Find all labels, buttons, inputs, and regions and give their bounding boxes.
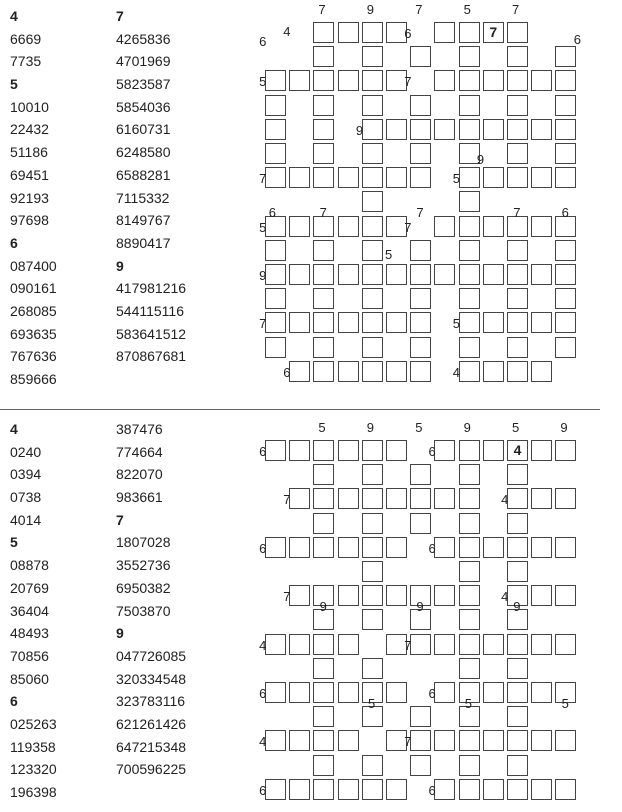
grid-cell[interactable] [410, 488, 431, 509]
grid-cell[interactable] [459, 585, 480, 606]
grid-cell[interactable] [434, 537, 455, 558]
number-entry: 4014 [10, 511, 42, 528]
number-entry: 0394 [10, 466, 42, 483]
grid-cell[interactable] [289, 779, 310, 800]
grid-cell[interactable] [386, 779, 407, 800]
number-entry: 693635 [10, 325, 57, 342]
length-clue: 7 [513, 205, 521, 221]
grid-cell[interactable] [265, 537, 286, 558]
grid-cell[interactable] [362, 464, 383, 485]
grid-cell[interactable] [459, 537, 480, 558]
number-entry: 70856 [10, 647, 49, 664]
length-clue: 7 [318, 1, 326, 17]
length-clue: 9 [463, 419, 471, 435]
number-entry: 387476 [116, 421, 163, 437]
length-clue: 6 [428, 444, 436, 459]
length-clue: 5 [452, 171, 460, 187]
number-entry: 647215348 [116, 738, 187, 755]
length-clue: 4 [452, 364, 460, 380]
length-header: 6 [10, 693, 18, 710]
number-entry: 69451 [10, 166, 49, 183]
grid-cell[interactable] [555, 779, 576, 800]
grid-cell[interactable] [531, 634, 552, 655]
length-clue: 5 [512, 419, 520, 435]
grid-cell[interactable] [434, 682, 455, 703]
length-header: 6 [10, 234, 18, 251]
grid-cell[interactable] [386, 440, 407, 461]
number-entry: 621261426 [116, 715, 187, 732]
length-clue: 6 [428, 686, 436, 701]
grid-cell[interactable] [483, 682, 504, 703]
grid-cell[interactable] [265, 440, 286, 461]
grid-cell[interactable] [459, 634, 480, 655]
grid-cell[interactable] [507, 730, 528, 751]
grid-cell[interactable] [459, 561, 480, 582]
length-clue: 6 [428, 540, 436, 556]
grid-cell[interactable] [362, 755, 383, 776]
length-clue: 5 [415, 419, 423, 435]
length-clue: 5 [384, 246, 393, 262]
grid-cell[interactable] [483, 730, 504, 751]
grid-cell[interactable] [289, 537, 310, 558]
number-entry: 417981216 [116, 280, 187, 297]
grid-cell[interactable] [434, 488, 455, 509]
grid-cell[interactable] [386, 585, 407, 606]
number-entry: 859666 [10, 371, 57, 387]
number-entry: 119358 [10, 738, 56, 755]
number-entry: 087400 [10, 257, 57, 274]
length-clue: 6 [259, 34, 267, 49]
prefilled-digit: 4 [513, 442, 522, 458]
number-entry: 0240 [10, 443, 42, 460]
number-entry: 6588281 [116, 166, 171, 183]
grid-cell[interactable] [531, 537, 552, 558]
number-entry: 4701969 [116, 53, 171, 70]
grid-cell[interactable] [459, 730, 480, 751]
length-clue: 5 [452, 316, 460, 332]
length-clue: 9 [366, 1, 375, 17]
grid-cell[interactable] [362, 488, 383, 509]
grid-cell[interactable] [313, 513, 334, 534]
number-entry: 1807028 [116, 534, 171, 551]
length-clue: 6 [259, 444, 267, 459]
grid-cell[interactable] [338, 440, 359, 461]
length-header: 9 [116, 257, 124, 274]
grid-cell[interactable] [555, 634, 576, 655]
length-header: 9 [116, 625, 124, 642]
length-clue: 4 [501, 589, 509, 605]
number-entry: 4265836 [116, 30, 171, 47]
number-entry: 3552736 [116, 557, 171, 574]
length-header: 7 [116, 511, 124, 528]
grid-cell[interactable] [555, 488, 576, 509]
length-clue: 4 [259, 734, 267, 750]
grid-cell[interactable] [410, 755, 431, 776]
number-entry: 22432 [10, 121, 49, 138]
grid-cell[interactable] [459, 755, 480, 776]
length-clue: 4 [259, 637, 267, 653]
grid-cell[interactable] [386, 682, 407, 703]
number-entry: 7115332 [116, 189, 170, 206]
grid-cell[interactable] [362, 440, 383, 461]
length-clue: 6 [404, 26, 412, 41]
grid-cell[interactable] [338, 585, 359, 606]
grid-cell[interactable] [410, 513, 431, 534]
grid-cell[interactable] [362, 779, 383, 800]
grid-cell[interactable] [338, 682, 359, 703]
length-clue: 7 [259, 316, 267, 332]
number-entry: 323783116 [116, 693, 186, 710]
grid-cell[interactable] [362, 561, 383, 582]
grid-cell[interactable] [265, 779, 286, 800]
grid-cell[interactable] [483, 537, 504, 558]
grid-cell[interactable] [313, 755, 334, 776]
grid-cell[interactable] [531, 682, 552, 703]
length-clue: 9 [259, 268, 267, 283]
number-entry: 047726085 [116, 647, 187, 664]
number-entry: 8149767 [116, 212, 171, 229]
number-entry: 85060 [10, 670, 49, 687]
grid-cell[interactable] [434, 730, 455, 751]
grid-cell[interactable] [338, 488, 359, 509]
grid-cell[interactable] [459, 488, 480, 509]
length-clue: 5 [561, 696, 569, 711]
grid-cell[interactable] [338, 537, 359, 558]
grid-cell[interactable] [531, 488, 552, 509]
grid-cell[interactable] [289, 440, 310, 461]
number-entry: 8890417 [116, 234, 171, 251]
grid-cell[interactable] [434, 634, 455, 655]
number-entry: 320334548 [116, 670, 187, 687]
grid-cell[interactable] [459, 779, 480, 800]
grid-cell[interactable] [555, 440, 576, 461]
grid-cell[interactable] [434, 585, 455, 606]
length-clue: 7 [283, 492, 291, 508]
number-entry: 0738 [10, 489, 42, 506]
length-clue: 5 [318, 419, 326, 435]
number-entry: 5854036 [116, 98, 171, 115]
length-clue: 9 [416, 599, 424, 615]
grid-cell[interactable] [313, 706, 334, 727]
grid-cell[interactable] [338, 779, 359, 800]
grid-cell[interactable] [434, 440, 455, 461]
grid-cell[interactable] [434, 779, 455, 800]
grid-cell[interactable] [507, 634, 528, 655]
grid-cell[interactable] [338, 634, 359, 655]
length-clue: 9 [366, 419, 375, 435]
grid-cell[interactable] [531, 585, 552, 606]
grid-cell[interactable] [386, 537, 407, 558]
length-clue: 7 [283, 589, 291, 605]
grid-cell[interactable] [555, 585, 576, 606]
number-entry: 20769 [10, 579, 49, 596]
grid-cell[interactable] [313, 658, 334, 679]
grid-cell[interactable] [313, 537, 334, 558]
length-clue: 6 [573, 32, 581, 47]
length-clue: 6 [259, 686, 267, 701]
grid-cell[interactable] [362, 658, 383, 679]
length-clue: 9 [560, 419, 568, 435]
number-entry: 51186 [10, 144, 48, 161]
length-clue: 7 [404, 637, 412, 653]
number-entry: 6248580 [116, 144, 171, 161]
length-clue: 4 [501, 492, 509, 508]
grid-cell[interactable] [313, 634, 334, 655]
number-entry: 090161 [10, 280, 57, 297]
length-clue: 5 [259, 74, 267, 90]
grid-cell[interactable] [483, 634, 504, 655]
grid-cell[interactable] [531, 779, 552, 800]
length-clue: 7 [416, 205, 424, 221]
grid-cell[interactable] [289, 634, 310, 655]
number-entry: 870867681 [116, 348, 187, 365]
number-entry: 767636 [10, 348, 57, 365]
number-entry: 48493 [10, 625, 49, 642]
length-header: 5 [10, 534, 18, 551]
length-header: 4 [10, 8, 18, 24]
grid-cell[interactable] [313, 682, 334, 703]
length-clue: 6 [259, 782, 267, 798]
length-clue: 7 [404, 734, 412, 750]
length-clue: 5 [259, 219, 267, 235]
length-clue: 9 [355, 122, 364, 138]
number-entry: 36404 [10, 602, 49, 619]
grid-cell[interactable] [507, 706, 528, 727]
grid-cell[interactable] [265, 682, 286, 703]
grid-cell[interactable] [265, 634, 286, 655]
grid-cell[interactable] [313, 464, 334, 485]
grid-cell[interactable] [362, 585, 383, 606]
grid-cell[interactable] [313, 488, 334, 509]
grid-cell[interactable] [410, 730, 431, 751]
grid-cell[interactable] [507, 513, 528, 534]
number-entry: 08878 [10, 557, 49, 574]
length-clue: 7 [319, 205, 327, 221]
prefilled-digit: 7 [489, 24, 498, 40]
length-clue: 7 [404, 74, 412, 90]
grid-cell[interactable] [507, 658, 528, 679]
grid-cell[interactable] [459, 609, 480, 630]
grid-cell[interactable] [386, 488, 407, 509]
number-entry: 983661 [116, 489, 163, 506]
grid-cell[interactable] [507, 561, 528, 582]
number-entry: 123320 [10, 761, 57, 778]
length-clue: 6 [268, 205, 277, 221]
length-clue: 5 [463, 1, 471, 17]
number-entry: 774664 [116, 443, 163, 460]
number-entry: 10010 [10, 98, 49, 115]
grid-cell[interactable] [362, 513, 383, 534]
grid-cell[interactable] [289, 682, 310, 703]
grid-cell[interactable] [313, 440, 334, 461]
grid-cell[interactable] [410, 634, 431, 655]
length-header: 4 [10, 421, 18, 437]
grid-cell[interactable] [289, 730, 310, 751]
grid-cell-prefilled[interactable] [507, 440, 528, 461]
grid-cell[interactable] [313, 779, 334, 800]
grid-cell[interactable] [265, 730, 286, 751]
number-entry: 97698 [10, 212, 49, 229]
grid-cell[interactable] [362, 609, 383, 630]
grid-cell[interactable] [531, 440, 552, 461]
number-entry: 544115116 [116, 302, 184, 319]
number-entry: 5823587 [116, 76, 171, 93]
length-header: 5 [10, 76, 18, 93]
length-clue: 6 [283, 364, 291, 380]
number-entry: 583641512 [116, 325, 187, 342]
grid-cell[interactable] [507, 488, 528, 509]
length-header: 7 [116, 8, 124, 24]
grid-cell[interactable] [507, 779, 528, 800]
grid-cell[interactable] [483, 440, 504, 461]
length-clue: 6 [259, 540, 267, 556]
grid-cell[interactable] [507, 755, 528, 776]
number-entry: 6950382 [116, 579, 171, 596]
number-entry: 6160731 [116, 121, 171, 138]
number-entry: 822070 [116, 466, 163, 483]
length-clue: 6 [561, 205, 569, 221]
grid-cell[interactable] [459, 440, 480, 461]
grid-cell[interactable] [410, 464, 431, 485]
number-entry: 025263 [10, 715, 57, 732]
number-entry: 268085 [10, 302, 57, 319]
number-entry: 700596225 [116, 761, 187, 778]
grid-cell[interactable] [531, 730, 552, 751]
grid-cell[interactable] [289, 488, 310, 509]
length-clue: 7 [404, 219, 412, 235]
grid-cell[interactable] [459, 658, 480, 679]
length-clue: 5 [464, 696, 473, 711]
grid-cell[interactable] [410, 706, 431, 727]
length-clue: 6 [428, 782, 436, 798]
grid-cell[interactable] [313, 730, 334, 751]
grid-cell[interactable] [507, 682, 528, 703]
grid-cell[interactable] [507, 464, 528, 485]
number-entry: 7503870 [116, 602, 171, 619]
length-clue: 9 [319, 599, 327, 615]
length-clue: 7 [415, 1, 423, 17]
grid-cell[interactable] [459, 464, 480, 485]
length-clue: 4 [283, 24, 291, 39]
grid-cell[interactable] [507, 537, 528, 558]
length-clue: 7 [259, 171, 267, 187]
length-clue: 5 [368, 696, 376, 711]
grid-cell[interactable] [555, 537, 576, 558]
grid-cell[interactable] [555, 730, 576, 751]
number-entry: 196398 [10, 784, 57, 800]
number-entry: 7735 [10, 53, 42, 70]
number-entry: 92193 [10, 189, 49, 206]
length-clue: 9 [513, 599, 521, 615]
grid-cell[interactable] [483, 779, 504, 800]
length-clue: 9 [476, 152, 485, 167]
grid-cell[interactable] [338, 730, 359, 751]
number-entry: 6669 [10, 30, 42, 47]
grid-cell[interactable] [289, 585, 310, 606]
length-clue: 7 [512, 1, 520, 17]
grid-cell[interactable] [362, 537, 383, 558]
grid-cell[interactable] [459, 513, 480, 534]
